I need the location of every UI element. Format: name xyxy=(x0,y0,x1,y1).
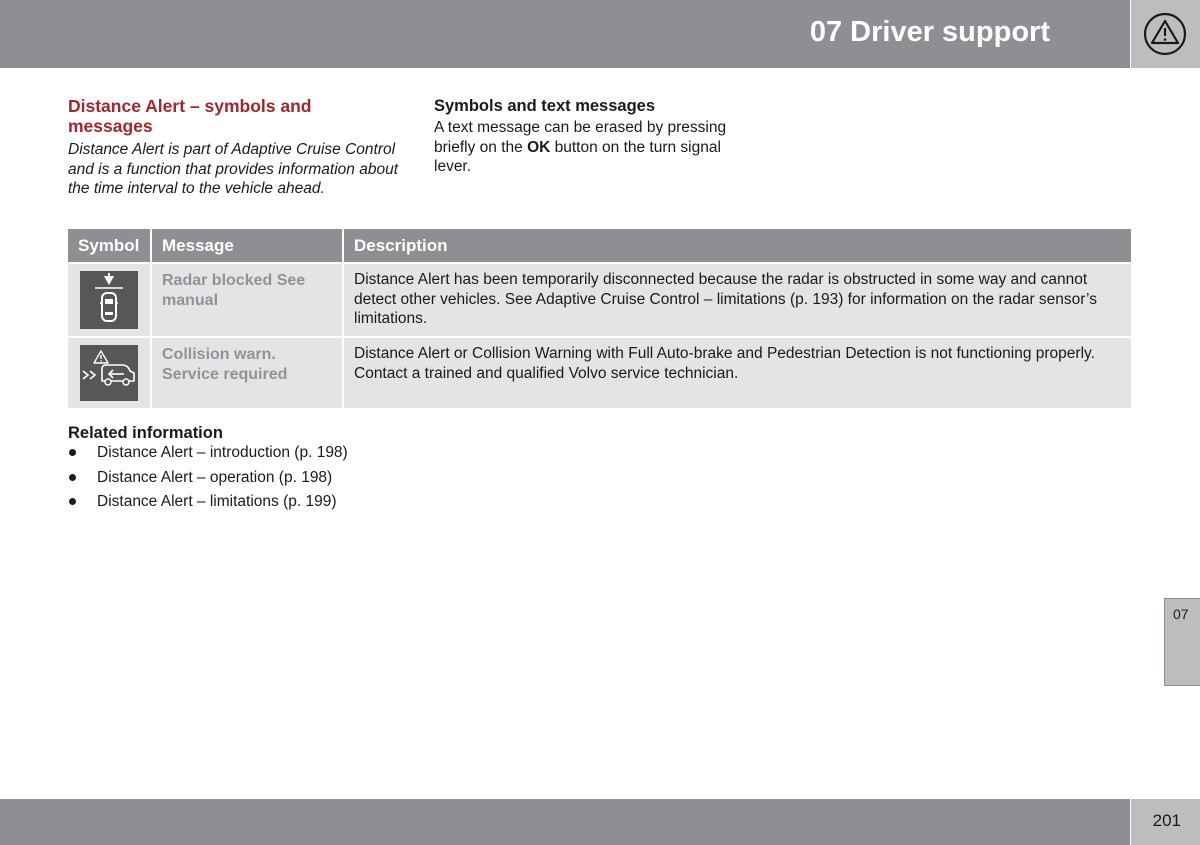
related-link-operation[interactable]: Distance Alert – operation (p. 198) xyxy=(68,468,348,488)
header-icon-box xyxy=(1131,0,1200,68)
bullet-icon xyxy=(69,474,76,481)
table-header xyxy=(68,229,1131,262)
message-cell: Collision warn. Service required xyxy=(152,338,344,408)
symbol-cell xyxy=(68,338,152,408)
related-information-heading: Related information xyxy=(68,424,223,442)
symbol-cell xyxy=(68,264,152,336)
description-cell: Distance Alert or Collision Warning with Full Auto-brake and Pedestrian Detection is not functioning properly. Contact a trained and qualified Volvo service technician. xyxy=(354,345,1095,382)
chapter-side-tab[interactable] xyxy=(1164,598,1200,686)
related-information-list xyxy=(68,443,348,517)
messages-table xyxy=(68,229,1131,408)
intro-text: Distance Alert is part of Adaptive Cruise Control and is a function that provides information about the time interval to the vehicle ahead. xyxy=(68,141,399,197)
description-cell: Distance Alert has been temporarily disconnected because the radar is obstructed in some way and cannot detect other vehicles. See Adaptive Cruise Control – limitations (p. 193) for information on the radar sensor’s limitations. xyxy=(354,271,1097,327)
header-bar xyxy=(0,0,1130,68)
message-cell: Radar blocked See manual xyxy=(152,264,344,336)
related-link-introduction[interactable]: Distance Alert – introduction (p. 198) xyxy=(68,443,348,463)
symbols-messages-heading: Symbols and text messages xyxy=(434,97,656,115)
bullet-icon xyxy=(69,498,76,505)
collision-warning-icon xyxy=(80,345,138,401)
column-header-message: Message xyxy=(152,229,344,262)
table-row xyxy=(68,336,1131,408)
related-link-limitations[interactable]: Distance Alert – limitations (p. 199) xyxy=(68,492,348,512)
column-header-description: Description xyxy=(354,236,448,255)
table-row xyxy=(68,262,1131,336)
column-header-symbol: Symbol xyxy=(68,229,152,262)
symbols-messages-text: A text message can be erased by pressing briefly on the OK button on the turn signal lever. xyxy=(434,119,727,175)
section-heading: Distance Alert – symbols and messages xyxy=(68,96,312,136)
side-tab-label: 07 xyxy=(1173,606,1189,622)
radar-blocked-icon xyxy=(80,271,138,329)
ok-button-label: OK xyxy=(527,138,551,156)
footer-bar xyxy=(0,799,1130,845)
chapter-title: 07 Driver support xyxy=(809,16,1050,48)
page-number-box xyxy=(1131,799,1200,845)
warning-triangle-icon xyxy=(1143,12,1187,56)
bullet-icon xyxy=(69,449,76,456)
page-number: 201 xyxy=(1152,811,1181,830)
